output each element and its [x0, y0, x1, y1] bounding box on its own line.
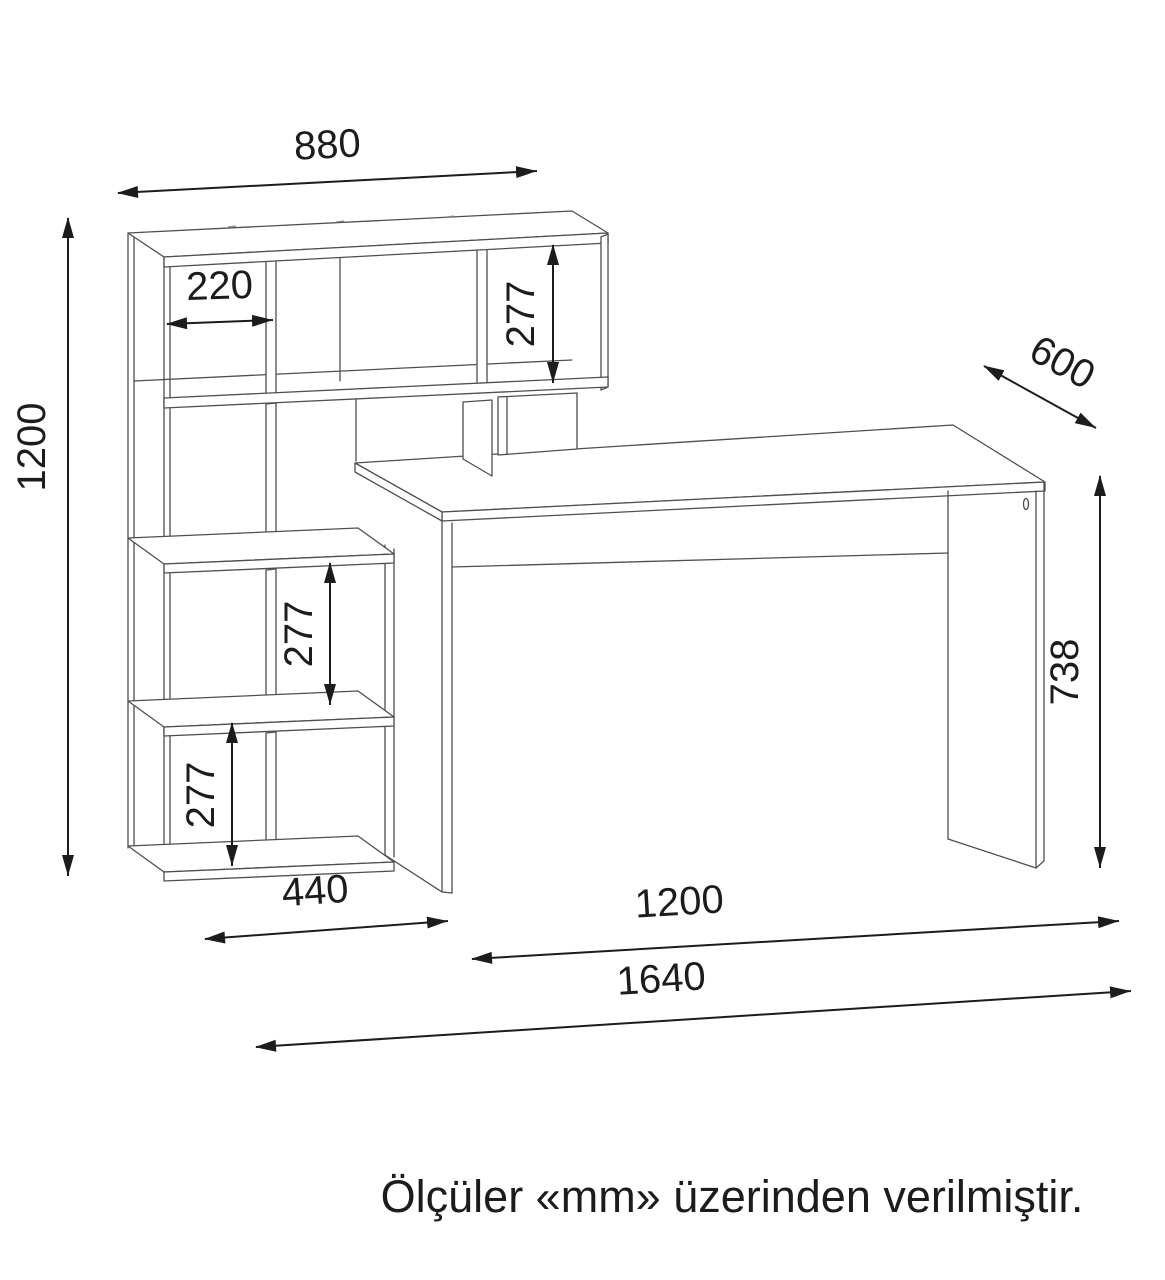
dim-label-277-middle: 277 — [277, 600, 321, 668]
top-box-divider-right — [477, 240, 487, 390]
top-box-right-end — [601, 234, 608, 390]
desk — [355, 425, 1045, 893]
dim-label-738: 738 — [1043, 638, 1087, 706]
mid-divider-upper — [266, 403, 276, 542]
desk-right-panel-bottom-inner — [948, 839, 1036, 868]
dim-desk-height — [1043, 476, 1100, 868]
dim-total-width — [256, 954, 1131, 1047]
dim-label-600: 600 — [1022, 327, 1103, 399]
dim-label-277-lower: 277 — [179, 761, 223, 829]
dim-total-height — [10, 218, 68, 876]
units-note: Ölçüler «mm» üzerinden verilmiştir. — [380, 1171, 1084, 1222]
dim-label-880: 880 — [292, 121, 362, 169]
bottom-divider — [266, 732, 276, 850]
top-box-divider-left — [266, 250, 276, 400]
dim-label-1640: 1640 — [615, 954, 707, 1004]
cam-hole-mark — [1024, 499, 1029, 510]
dim-middle-compartment-height — [277, 563, 330, 705]
dim-label-1200-height: 1200 — [10, 402, 54, 492]
riser-back-board — [498, 393, 577, 455]
dim-shelf-total-width — [118, 121, 537, 193]
desk-apron-bottom — [452, 553, 948, 567]
dim-label-440: 440 — [280, 866, 350, 916]
dim-label-277-top: 277 — [499, 280, 543, 348]
dim-desk-depth — [984, 327, 1102, 428]
dim-label-1200-width: 1200 — [633, 877, 725, 927]
desk-left-panel-bottom — [385, 855, 442, 892]
dim-top-compartment-width — [167, 263, 273, 324]
mid-divider-lower — [266, 569, 276, 705]
dim-label-220: 220 — [185, 262, 254, 310]
dim-desk-width — [472, 877, 1119, 959]
